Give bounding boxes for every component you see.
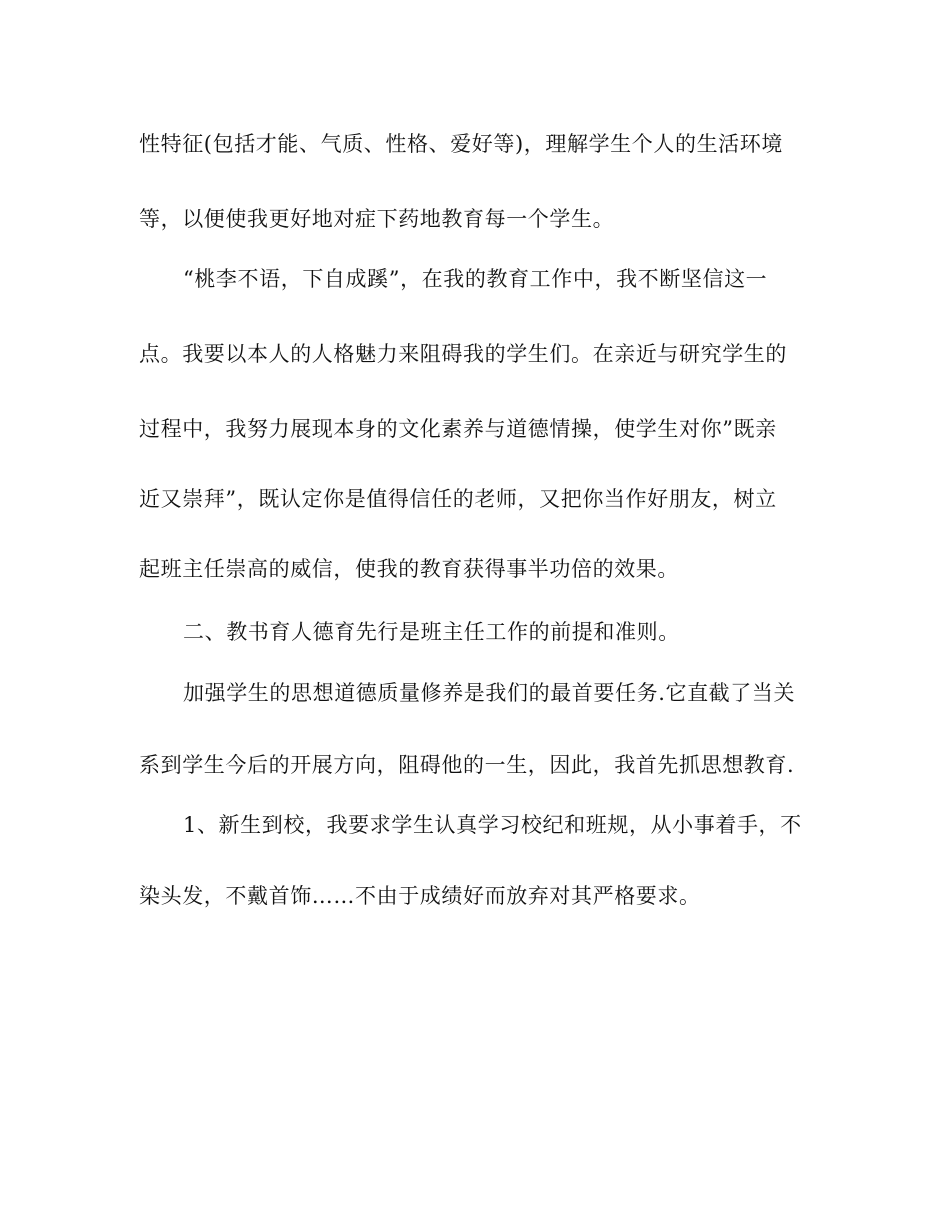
section-heading: 二、教书育人德育先行是班主任工作的前提和准则。 [183, 620, 680, 644]
text-line: 起班主任崇高的威信，使我的教育获得事半功倍的效果。 [139, 557, 679, 581]
text-line: 点。我要以本人的人格魅力来阻碍我的学生们。在亲近与研究学生的 [139, 342, 787, 366]
text-line: 过程中，我努力展现本身的文化素养与道德情操，使学生对你”既亲 [139, 417, 777, 441]
paragraph-first-line: 1、新生到校，我要求学生认真学习校纪和班规，从小事着手，不 [183, 813, 802, 837]
paragraph-first-line: 加强学生的思想道德质量修养是我们的最首要任务.它直截了当关 [183, 681, 796, 705]
text-line: 系到学生今后的开展方向，阻碍他的一生，因此，我首先抓思想教育. [139, 753, 795, 777]
paragraph-first-line: “桃李不语，下自成蹊”，在我的教育工作中，我不断坚信这一 [183, 267, 768, 291]
text-line: 性特征(包括才能、气质、性格、爱好等)，理解学生个人的生活环境 [139, 132, 783, 156]
text-line: 等，以便使我更好地对症下药地教育每一个学生。 [139, 207, 615, 231]
text-line: 近又崇拜”，既认定你是值得信任的老师，又把你当作好朋友，树立 [139, 487, 777, 511]
text-line: 染头发，不戴首饰……不由于成绩好而放弃对其严格要求。 [139, 884, 701, 908]
